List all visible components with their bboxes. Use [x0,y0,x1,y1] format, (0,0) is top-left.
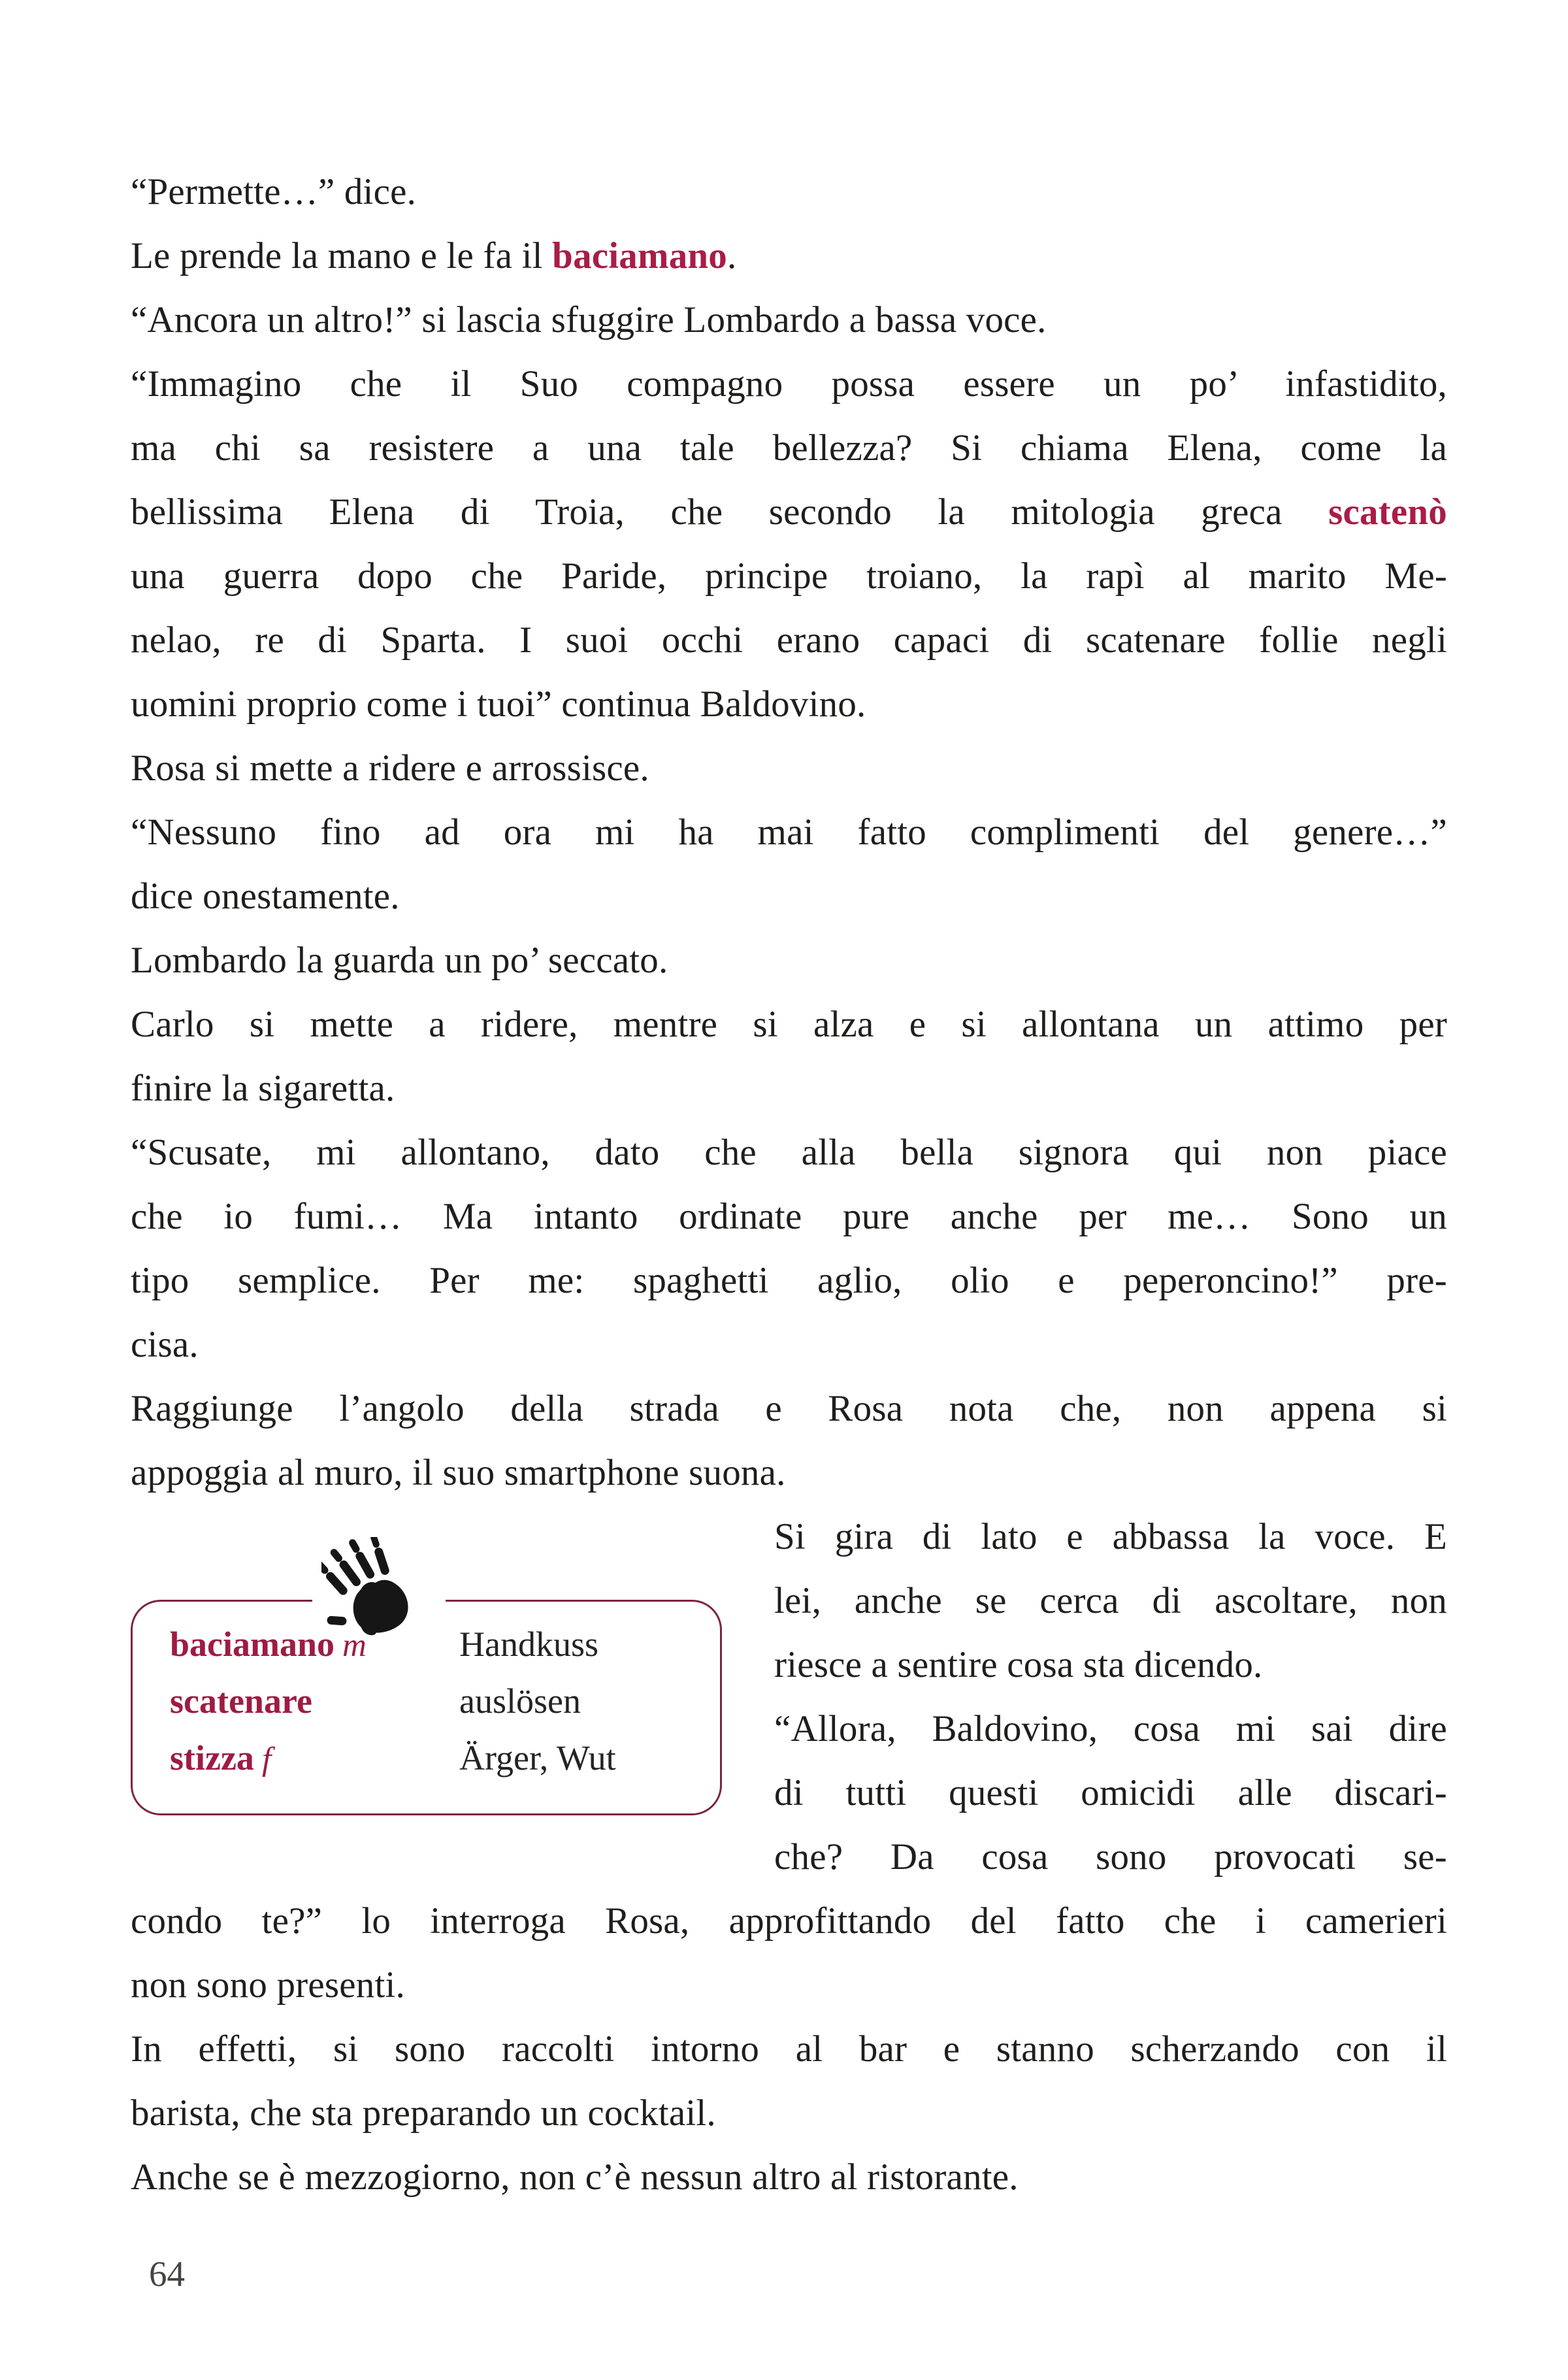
text-segment: che io fumi… Ma intanto ordinate pure anche per me… Sono un [131,1196,1447,1237]
text-line [131,1249,1447,1313]
text-segment: Lombardo la guarda un po’ seccato. [131,940,668,981]
text-segment: . [727,235,737,276]
text-line [774,1761,1447,1825]
text-line [131,865,1447,929]
text-segment: dice onestamente. [131,876,400,917]
text-line [131,1953,1447,2017]
text-line [131,544,1447,608]
text-line [131,224,1447,288]
page-number: 64 [149,2254,185,2294]
text-line [131,608,1447,672]
text-line [774,1569,1447,1633]
text-line [131,1057,1447,1121]
text-segment: “Nessuno fino ad ora mi ha mai fatto complimenti del genere…” [131,812,1447,853]
text-segment: bellissima Elena di Troia, che secondo la mitologia greca [131,491,1329,533]
text-line [131,480,1447,544]
text-segment: riesce a sentire cosa sta dicendo. [774,1644,1263,1685]
text-line [131,1313,1447,1377]
text-segment: uomini proprio come i tuoi” continua Baldovino. [131,684,866,725]
vocab-italian-word: baciamano m [170,1625,367,1664]
text-line [131,1121,1447,1185]
vocab-row [133,1616,720,1673]
text-line [774,1697,1447,1761]
vocab-german-word: Ärger, Wut [459,1738,616,1777]
text-segment: lei, anche se cerca di ascoltare, non [774,1580,1447,1621]
text-line [131,352,1447,416]
text-segment: di tutti questi omicidi alle discari- [774,1772,1447,1813]
text-line [131,993,1447,1057]
vocab-gender-marker: m [342,1627,367,1664]
text-segment: una guerra dopo che Paride, principe troiano, la rapì al marito Me- [131,555,1447,597]
text-line [131,736,1447,801]
vocab-row [133,1673,720,1730]
text-segment: “Permette…” dice. [131,171,417,212]
text-segment: “Scusate, mi allontano, dato che alla bella signora qui non piace [131,1132,1447,1173]
text-line [131,1889,1447,1953]
text-segment: In effetti, si sono raccolti intorno al bar e stanno scherzando con il [131,2028,1447,2070]
vocab-gender-marker: f [261,1741,272,1777]
text-segment: “Allora, Baldovino, cosa mi sai dire [774,1708,1447,1749]
text-segment: Le prende la mano e le fa il [131,235,553,276]
text-segment: barista, che sta preparando un cocktail. [131,2092,716,2134]
text-line [131,160,1447,224]
text-line [131,929,1447,993]
vocab-italian-word: stizza f [170,1738,272,1777]
text-line [774,1505,1447,1569]
text-line [131,288,1447,352]
text-segment: Raggiunge l’angolo della strada e Rosa nota che, non appena si [131,1388,1447,1429]
vocab-german-word: auslösen [459,1681,581,1721]
vocab-row [133,1730,720,1787]
text-segment: non sono presenti. [131,1964,405,2006]
text-segment: Rosa si mette a ridere e arrossisce. [131,748,649,789]
vocab-german-word: Handkuss [459,1625,598,1664]
text-line [131,1441,1447,1505]
text-segment: “Ancora un altro!” si lascia sfuggire Lombardo a bassa voce. [131,299,1047,340]
text-line [131,1185,1447,1249]
text-segment: Carlo si mette a ridere, mentre si alza e si allontana un attimo per [131,1004,1447,1045]
text-line [131,672,1447,736]
text-segment: Si gira di lato e abbassa la voce. E [774,1516,1447,1557]
text-line [131,2081,1447,2145]
text-segment: appoggia al muro, il suo smartphone suona. [131,1452,786,1493]
text-segment: condo te?” lo interroga Rosa, approfittando del fatto che i camerieri [131,1900,1447,1942]
text-segment: “Immagino che il Suo compagno possa essere un po’ infastidito, [131,363,1447,405]
text-line [131,2017,1447,2081]
text-line [774,1825,1447,1889]
text-segment: ma chi sa resistere a una tale bellezza? Si chiama Elena, come la [131,427,1447,469]
text-line [774,1633,1447,1697]
text-segment: che? Da cosa sono provocati se- [774,1836,1447,1877]
text-line [131,2145,1447,2209]
text-segment: Anche se è mezzogiorno, non c’è nessun altro al ristorante. [131,2157,1019,2198]
text-segment: cisa. [131,1324,199,1365]
text-block [131,160,1447,2219]
text-line [131,801,1447,865]
text-line [131,1377,1447,1441]
vocab-italian-word: scatenare [170,1681,312,1721]
text-segment: nelao, re di Sparta. I suoi occhi erano capaci di scatenare follie negli [131,620,1447,661]
highlighted-word: scatenò [1328,491,1447,533]
vocab-rows [133,1616,720,1787]
highlighted-word: baciamano [552,235,727,276]
text-segment: finire la sigaretta. [131,1068,395,1109]
text-segment: tipo semplice. Per me: spaghetti aglio, olio e peperoncino!” pre- [131,1260,1447,1301]
text-line [131,416,1447,480]
